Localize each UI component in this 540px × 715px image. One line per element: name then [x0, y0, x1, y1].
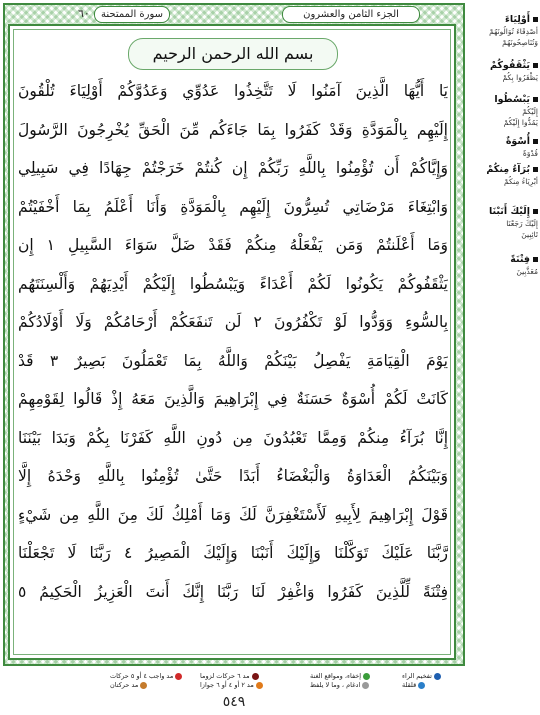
- glossary-meaning: مُعَذَّبِينَ: [516, 267, 538, 276]
- bullet-icon: [533, 139, 538, 144]
- glossary-entry: [470, 14, 538, 48]
- legend-label: مد حركتان: [110, 681, 139, 689]
- legend-item: [110, 681, 147, 699]
- glossary-term: [470, 254, 538, 266]
- legend-swatch-icon: [140, 682, 147, 689]
- verse-line: قَوْلَ إِبْرَاهِيمَ لِأَبِيهِ لَأَسْتَغْفِرَنَّ لَكَ وَمَا أَمْلِكُ لَكَ مِنَ اللَّهِ مِن شَيْءٍ: [18, 505, 448, 524]
- legend-item: [402, 681, 425, 699]
- legend-label: مد ٢ أو ٤ أو ٦ جوازا: [200, 681, 254, 689]
- verse-line: بِالسُّوءِ وَوَدُّوا لَوْ تَكْفُرُونَ ٢ لَن تَنفَعَكُمْ أَرْحَامُكُمْ وَلَا أَوْلَادُكُمْ: [18, 313, 448, 331]
- glossary-meaning: قُدْوَةٌ: [522, 149, 538, 158]
- glossary-meaning: يَمُدُّوا إِلَيْكُمْ: [503, 118, 538, 127]
- glossary-term: [470, 94, 538, 106]
- glossary-meaning: أَصْدِقَاءَ تُوَالُونَهُمْ: [489, 27, 538, 36]
- glossary-entry: [470, 94, 538, 128]
- tajweed-legend: [10, 672, 462, 690]
- legend-label: قلقلة: [402, 681, 417, 689]
- verse-line: يَا أَيُّهَا الَّذِينَ آمَنُوا لَا تَتَّخِذُوا عَدُوِّي وَعَدُوَّكُمْ أَوْلِيَاءَ تُلْقُونَ: [18, 82, 448, 100]
- glossary-term-text: يَثْقَفُوكُمْ: [489, 60, 530, 71]
- glossary-meaning: وَتُنَاصِحُونَهُمْ: [502, 38, 538, 47]
- glossary-term-text: فِتْنَةً: [510, 254, 530, 265]
- bullet-icon: [533, 97, 538, 102]
- glossary-entry: [470, 136, 538, 159]
- glossary-meaning: أَبْرِيَاءُ مِنكُمْ: [503, 177, 538, 186]
- glossary-term: [470, 136, 538, 148]
- glossary-term-text: يَبْسُطُوا: [494, 94, 530, 105]
- verse-line: إِنَّا بُرَآءُ مِنكُمْ وَمِمَّا تَعْبُدُونَ مِن دُونِ اللَّهِ كَفَرْنَا بِكُمْ وَبَدَا بَيْنَنَا: [18, 428, 448, 447]
- verse-line: وَمَا أَعْلَنتُمْ وَمَن يَفْعَلْهُ مِنكُمْ فَقَدْ ضَلَّ سَوَاءَ السَّبِيلِ ١ إِن: [18, 236, 448, 254]
- glossary-term-text: أَوْلِيَاءَ: [504, 14, 530, 25]
- bullet-icon: [533, 209, 538, 214]
- glossary-sidebar: [470, 14, 538, 354]
- glossary-term: [470, 206, 538, 218]
- legend-swatch-icon: [252, 673, 259, 680]
- legend-label: مد واجب ٤ أو ٥ حركات: [110, 672, 174, 680]
- glossary-term: [470, 14, 538, 26]
- legend-swatch-icon: [256, 682, 263, 689]
- glossary-entry: [470, 60, 538, 83]
- glossary-meaning: إِلَيْكُمْ: [522, 107, 538, 116]
- verse-line: وَابْتِغَاءَ مَرْضَاتِي تُسِرُّونَ إِلَيْهِم بِالْمَوَدَّةِ وَأَنَا أَعْلَمُ بِمَا أَخْفَيْتُمْ: [18, 197, 448, 216]
- glossary-meaning: إِلَيْكَ رَجَعْنَا: [506, 219, 538, 228]
- page-header: [10, 4, 456, 24]
- bullet-icon: [533, 17, 538, 22]
- bullet-icon: [533, 63, 538, 68]
- legend-swatch-icon: [363, 673, 370, 680]
- legend-label: تفخيم الراء: [402, 672, 432, 680]
- legend-item: [310, 681, 369, 699]
- verse-line: وَبَيْنَكُمُ الْعَدَاوَةُ وَالْبَغْضَاءُ أَبَدًا حَتَّىٰ تُؤْمِنُوا بِاللَّهِ وَحْدَهُ إِلَّا: [18, 467, 448, 485]
- header-page-number: ٦٠: [78, 7, 90, 20]
- verse-line: يَوْمَ الْقِيَامَةِ يَفْصِلُ بَيْنَكُمْ وَاللَّهُ بِمَا تَعْمَلُونَ بَصِيرٌ ٣ قَدْ: [18, 351, 448, 370]
- legend-label: مد ٦ حركات لزوما: [200, 672, 250, 680]
- legend-label: إخفاء، ومواقع الغنة: [310, 672, 362, 680]
- glossary-meaning: يَظْفَرُوا بِكُمْ: [502, 73, 538, 82]
- glossary-entry: [470, 254, 538, 277]
- surah-label: سورة الممتحنة: [94, 6, 170, 23]
- page-number: ٥٤٩: [222, 694, 246, 710]
- glossary-term: [470, 164, 538, 176]
- bullet-icon: [533, 257, 538, 262]
- glossary-entry: [470, 206, 538, 240]
- glossary-entry: [470, 164, 538, 187]
- basmala-banner: بسم الله الرحمن الرحيم: [128, 38, 338, 70]
- verse-line: وَإِيَّاكُمْ أَن تُؤْمِنُوا بِاللَّهِ رَبِّكُمْ إِن كُنتُمْ خَرَجْتُمْ جِهَادًا فِي سَبِيلِي: [18, 159, 448, 177]
- glossary-term: [470, 60, 538, 72]
- glossary-meaning: تَائِبِينَ: [521, 230, 538, 239]
- juz-label: الجزء الثامن والعشرون: [282, 6, 420, 23]
- verse-line: يَثْقَفُوكُمْ يَكُونُوا لَكُمْ أَعْدَاءً وَيَبْسُطُوا إِلَيْكُمْ أَيْدِيَهُمْ وَأَلْسِنَتَهُم: [18, 274, 448, 293]
- legend-label: ادغام ، وما لا يلفظ: [310, 681, 361, 689]
- bullet-icon: [533, 167, 538, 172]
- glossary-term-text: أُسْوَةٌ: [505, 136, 530, 147]
- legend-swatch-icon: [362, 682, 369, 689]
- verse-line: كَانَتْ لَكُمْ أُسْوَةٌ حَسَنَةٌ فِي إِبْرَاهِيمَ وَالَّذِينَ مَعَهُ إِذْ قَالُوا لِقَوْمِهِمْ: [18, 390, 448, 408]
- verse-line: فِتْنَةً لِّلَّذِينَ كَفَرُوا وَاغْفِرْ لَنَا رَبَّنَا إِنَّكَ أَنتَ الْعَزِيزُ الْحَكِيمُ ٥: [18, 582, 448, 601]
- verse-line: إِلَيْهِم بِالْمَوَدَّةِ وَقَدْ كَفَرُوا بِمَا جَاءَكُم مِّنَ الْحَقِّ يُخْرِجُونَ الرَّسُولَ: [18, 120, 448, 139]
- legend-swatch-icon: [175, 673, 182, 680]
- legend-swatch-icon: [418, 682, 425, 689]
- verse-line: رَّبَّنَا عَلَيْكَ تَوَكَّلْنَا وَإِلَيْكَ أَنَبْنَا وَإِلَيْكَ الْمَصِيرُ ٤ رَبَّنَا لَا تَجْعَلْنَا: [18, 544, 448, 562]
- glossary-term-text: إِلَيْكَ أَنَبْنَا: [488, 206, 530, 217]
- glossary-term-text: بُرَآءُ مِنكُمْ: [486, 164, 530, 175]
- legend-swatch-icon: [434, 673, 441, 680]
